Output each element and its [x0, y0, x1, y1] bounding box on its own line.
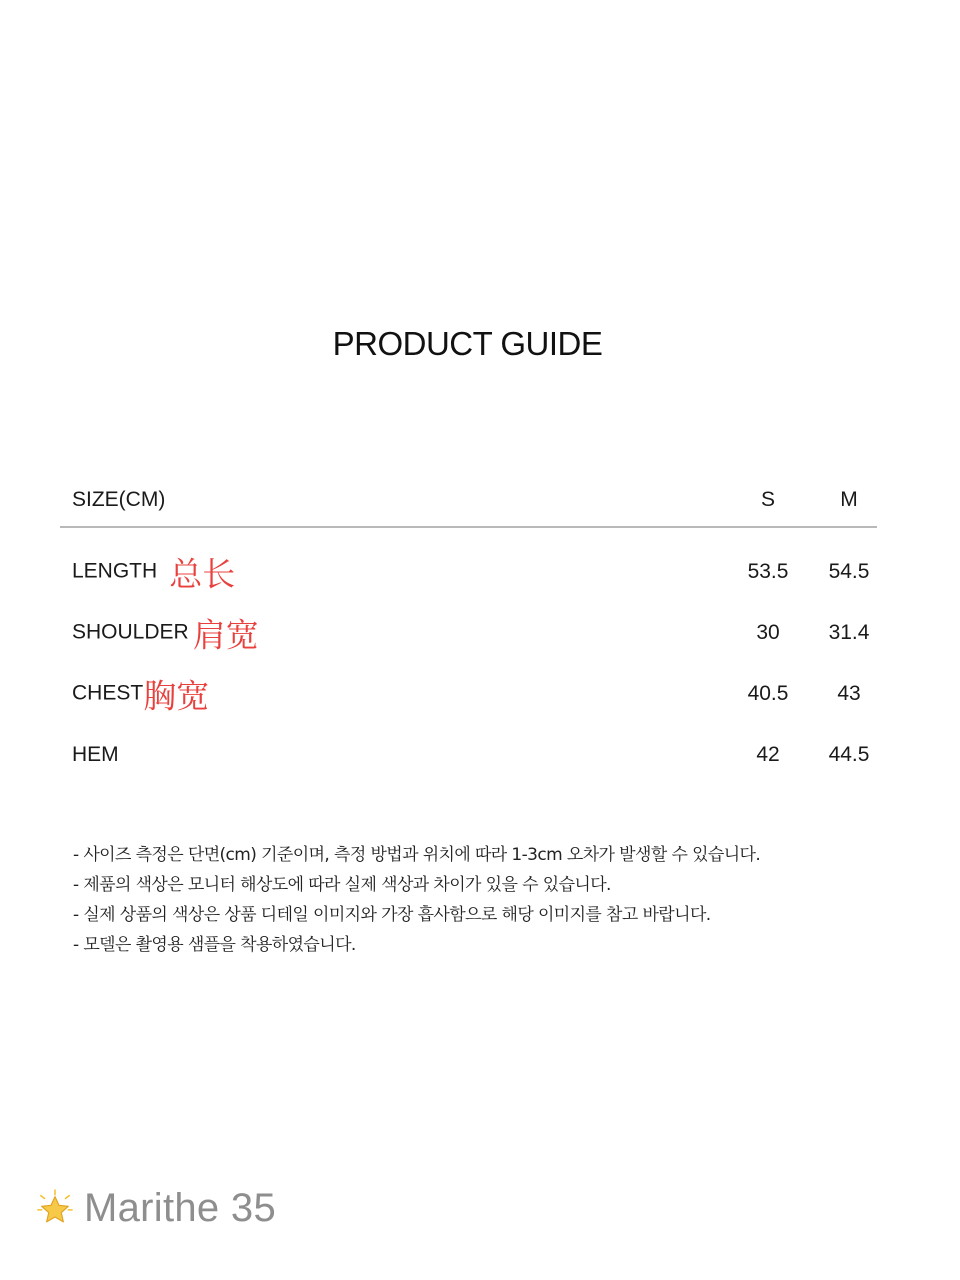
header-label: SIZE(CM) — [72, 488, 166, 511]
star-icon — [36, 1189, 74, 1227]
row-annotation: 肩宽 — [192, 615, 259, 655]
note-item: - 제품의 색상은 모니터 해상도에 따라 실제 색상과 차이가 있을 수 있습니다. — [73, 875, 611, 895]
row-label-text: LENGTH — [72, 559, 158, 583]
header-size-s: S — [760, 488, 775, 511]
watermark — [36, 1183, 276, 1233]
value-s: 30 — [756, 621, 780, 644]
row-annotation: 总长 — [169, 554, 236, 594]
value-s: 40.5 — [747, 682, 789, 705]
value-m: 54.5 — [828, 560, 870, 583]
watermark-text: Marithe 35 — [84, 1185, 276, 1230]
value-m: 44.5 — [828, 743, 870, 766]
table-row-shoulder — [60, 613, 877, 653]
table-row-chest — [60, 674, 877, 714]
size-table-header — [60, 480, 877, 520]
header-size-m: M — [840, 488, 858, 511]
note-item: - 사이즈 측정은 단면(cm) 기준이며, 측정 방법과 위치에 따라 1-3cm 오차가 발생할 수 있습니다. — [73, 845, 761, 865]
note-item: - 모델은 촬영용 샘플을 착용하였습니다. — [73, 935, 356, 955]
note-item: - 실제 상품의 색상은 상품 디테일 이미지와 가장 흡사함으로 해당 이미지를 참고 바랍니다. — [73, 905, 711, 925]
size-notes — [73, 840, 893, 960]
value-s: 53.5 — [747, 560, 789, 583]
row-label-text: HEM — [72, 743, 119, 766]
table-row-length — [60, 552, 877, 592]
row-label — [72, 671, 209, 718]
row-annotation: 胸宽 — [143, 676, 210, 716]
row-label — [72, 549, 235, 596]
value-s: 42 — [756, 743, 780, 766]
header-divider — [60, 526, 877, 528]
value-m: 31.4 — [828, 621, 870, 644]
page-title: PRODUCT GUIDE — [332, 325, 603, 362]
value-m: 43 — [837, 682, 861, 705]
table-row-hem — [60, 735, 877, 775]
row-label-text: SHOULDER — [72, 620, 189, 644]
row-label — [72, 610, 259, 657]
row-label — [72, 743, 119, 767]
row-label-text: CHEST — [72, 681, 144, 705]
